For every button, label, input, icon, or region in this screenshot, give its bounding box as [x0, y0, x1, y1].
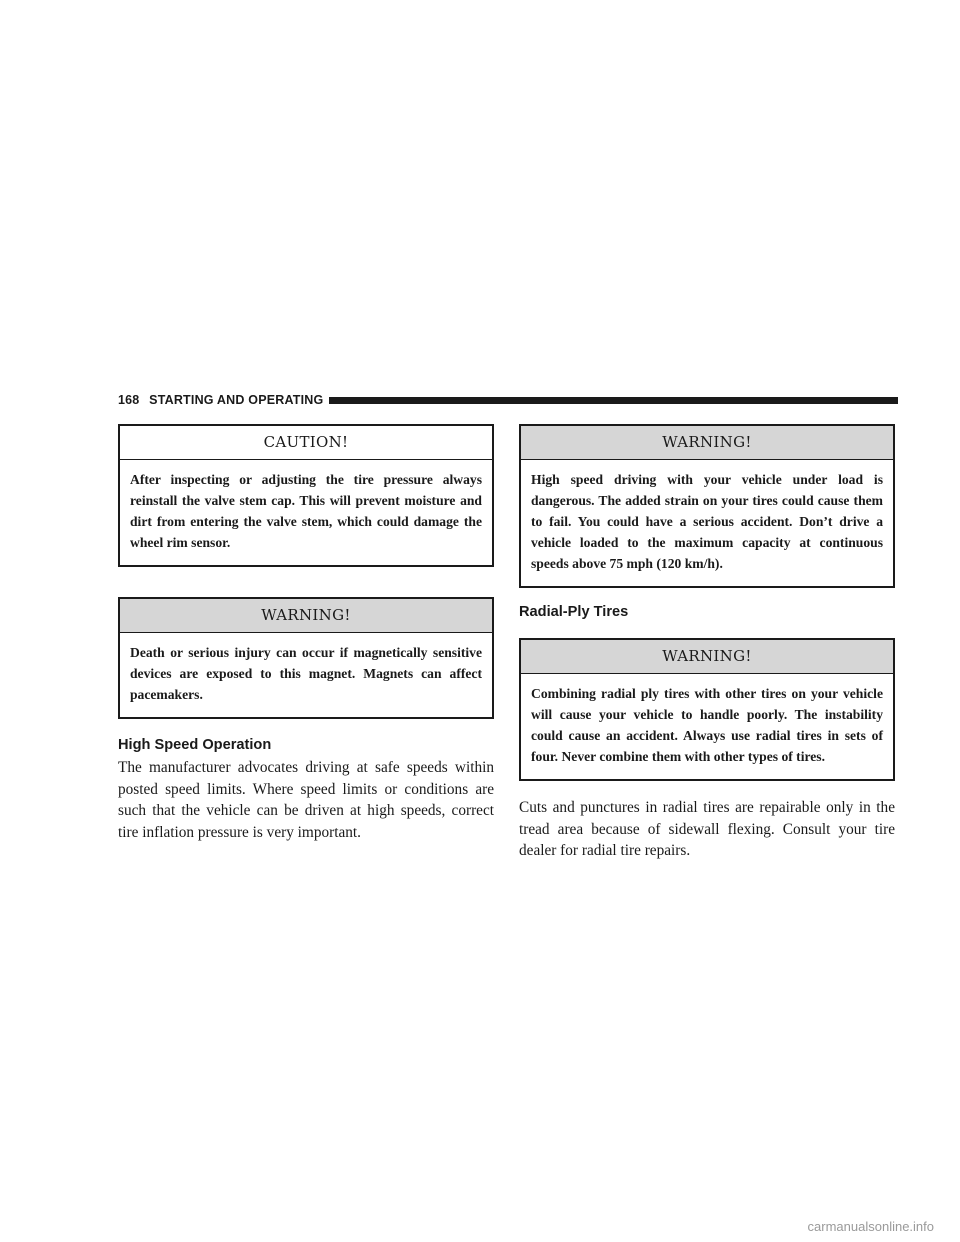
radial-warning-box	[519, 638, 895, 781]
radial-warning-title: WARNING!	[521, 640, 893, 674]
header-text	[118, 393, 323, 407]
caution-title: CAUTION!	[120, 426, 492, 460]
header-rule	[329, 397, 898, 404]
page-header	[118, 392, 898, 408]
caution-body: After inspecting or adjusting the tire pressure always reinstall the valve stem cap. This will prevent moisture and dirt from entering the valve stem, which could damage the wheel rim sensor.	[130, 472, 482, 550]
magnet-warning-body: Death or serious injury can occur if magnetically sensitive devices are exposed to this magnet. Magnets can affect pacemakers.	[130, 645, 482, 702]
load-warning-body: High speed driving with your vehicle under load is dangerous. The added strain on your tires could cause them to fail. You could have a serious accident. Don’t drive a vehicle loaded to the maximum capacity at continuous speeds above 75 mph (120 km/h).	[531, 472, 883, 571]
high-speed-heading: High Speed Operation	[118, 737, 272, 753]
load-warning-title: WARNING!	[521, 426, 893, 460]
load-warning-box	[519, 424, 895, 588]
magnet-warning-title: WARNING!	[120, 599, 492, 633]
magnet-warning-box	[118, 597, 494, 719]
caution-box	[118, 424, 494, 567]
watermark: carmanualsonline.info	[807, 1219, 934, 1234]
left-column	[118, 424, 494, 843]
radial-warning-body: Combining radial ply tires with other tires on your vehicle will cause your vehicle to handle poorly. The instability could cause an accident. Always use radial tires in sets of four. Never combine them with other types of tires.	[531, 686, 883, 764]
high-speed-body: The manufacturer advocates driving at safe speeds within posted speed limits. Where speed limits or conditions are such that the vehicle can be driven at high speeds, correct tire inflation pressure is very important.	[118, 759, 494, 841]
right-column	[519, 424, 895, 862]
radial-heading: Radial-Ply Tires	[519, 604, 629, 620]
section-title: STARTING AND OPERATING	[149, 393, 324, 407]
page-number: 168	[118, 393, 140, 407]
radial-body: Cuts and punctures in radial tires are repairable only in the tread area because of sidewall flexing. Consult your tire dealer for radial tire repairs.	[519, 799, 895, 859]
